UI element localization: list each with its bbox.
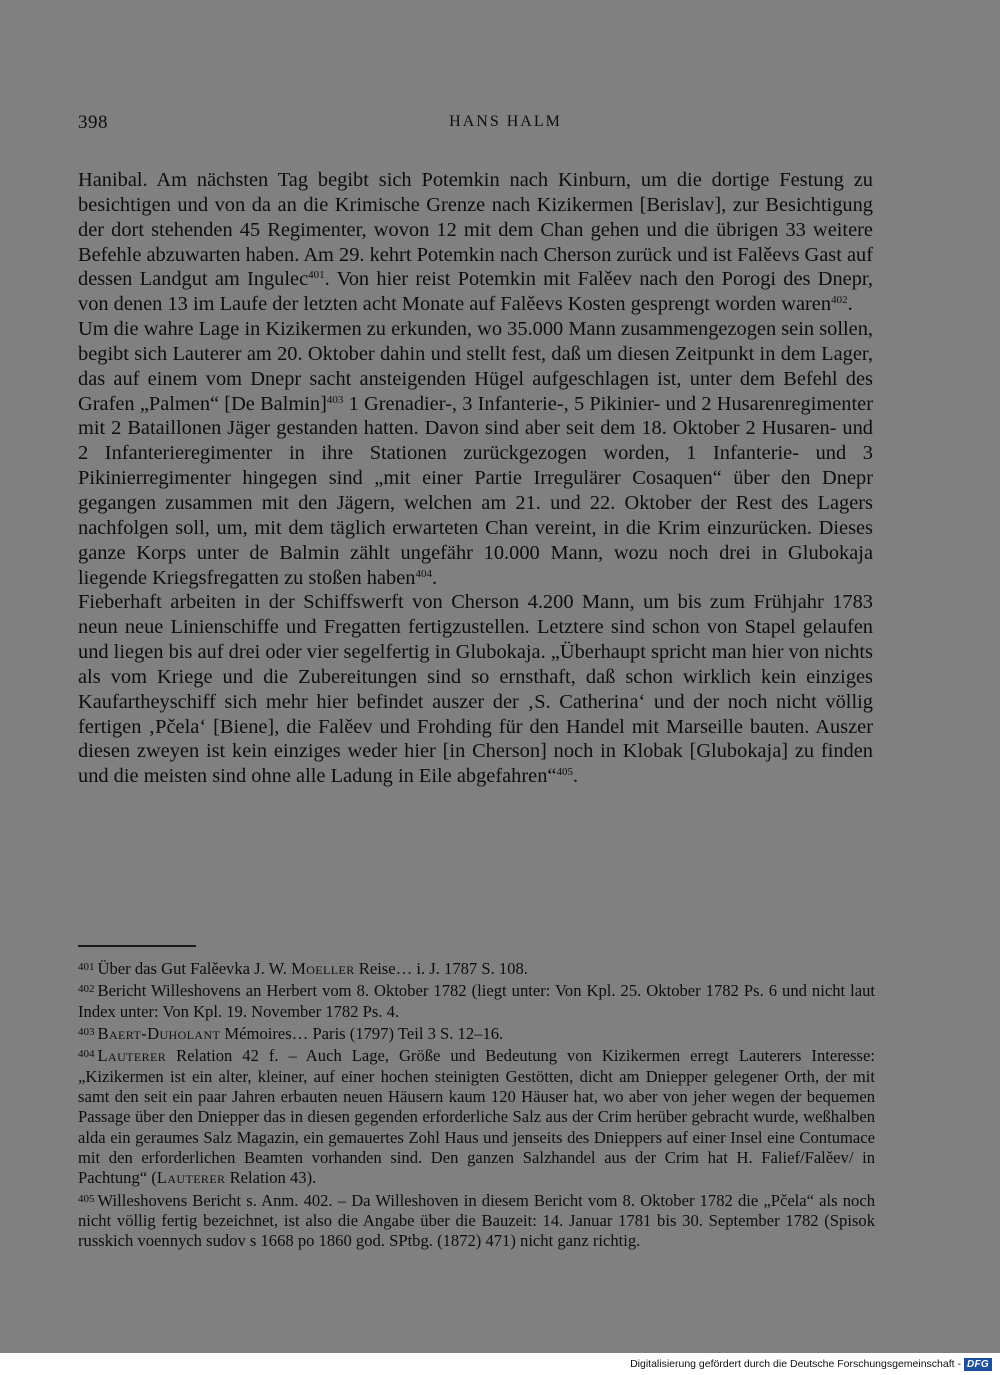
credit-text: Digitalisierung gefördert durch die Deutsche Forschungsgemeinschaft - (630, 1358, 961, 1370)
page-header (78, 112, 873, 138)
footnote-number: 402 (78, 983, 95, 996)
footnote-ref-403: 403 (326, 393, 344, 406)
footnote-text: Bericht Willeshovens an Herbert vom 8. Oktober 1782 (liegt unter: Von Kpl. 25. Oktober 1782 Ps. 6 und nicht laut Index unter: Von Kpl. 19. November 1782 Ps. 4. (78, 981, 875, 1021)
footnote-text: Mémoires… Paris (1797) Teil 3 S. 12–16. (220, 1024, 504, 1044)
paragraph-1 (78, 168, 873, 317)
paragraph-2-text-c: . (431, 566, 438, 589)
paragraph-1-text-c: . (847, 293, 853, 316)
paragraph-2 (78, 317, 873, 590)
footnote-number: 404 (78, 1048, 95, 1061)
footnotes (78, 957, 875, 1252)
author-name: Moeller (291, 959, 355, 978)
dfg-logo: DFG (964, 1358, 992, 1371)
footnote-ref-402: 402 (831, 294, 848, 307)
paragraph-2-text: Um die wahre Lage in Kizikermen zu erkunden, wo 35.000 Mann zusammengezogen sein sollen, begibt sich Lauterer am 20. Oktober dahin und stellt fest, daß um diesen Zeitpunkt in dem Lager, das auf einem vom Dnepr sacht ansteigenden Hügel aufgeschlagen ist, unter dem Befehl des Grafen „Palmen“ [De Balmin] (78, 318, 873, 415)
paragraph-1-text-b: . Von hier reist Potemkin mit Falěev nach den Porogi des Dnepr, von denen 13 im Laufe der letzten acht Monate auf Falěevs Kosten gesprengt worden waren (78, 268, 873, 316)
footnote-number: 405 (78, 1192, 95, 1205)
footnote-405 (78, 1189, 875, 1252)
author-name: Baert-Duholant (97, 1024, 221, 1044)
paragraph-2-text-b: 1 Grenadier-, 3 Infanterie-, 5 Pikinier- und 2 Husarenregimenter mit 2 Bataillonen Jäger gestanden hatten. Davon sind aber seit dem 18. Oktober 2 Husaren- und 2 Infanterieregimenter in ihre Stationen zurückgezogen worden, 1 Infanterie- und 3 Pikinierregimenter hingegen sind „mit einer Partie Irregulärer Cosaquen“ über den Dnepr gegangen zusammen mit den Jägern, welchen am 21. und 22. Oktober der Rest des Lagers nachfolgen soll, um, mit dem täglich erwarteten Chan vereint, in die Krim einzurücken. Dieses ganze Korps unter de Balmin zählt ungefähr 10.000 Mann, wozu noch drei in Glubokaja liegende Kriegsfregatten zu stoßen haben (78, 392, 873, 589)
author-name: Lauterer (97, 1046, 167, 1066)
footnote-401 (78, 957, 875, 979)
footnote-text: Reise… i. J. 1787 S. 108. (354, 959, 528, 978)
footnote-separator (78, 945, 196, 947)
author-name: Lauterer (156, 1168, 226, 1188)
footnote-ref-405: 405 (556, 766, 573, 779)
paragraph-3-text: Fieberhaft arbeiten in der Schiffswerft von Cherson 4.200 Mann, um bis zum Frühjahr 1783 neun neue Linienschiffe und Fregatten fertigzustellen. Letztere sind schon von Stapel gelaufen und liegen bis auf drei oder vier segelfertig in Glubokaja. „Überhaupt spricht man hier von nichts als vom Kriege und die Zubereitungen sind so ernsthaft, daß schon wirklich kein einziges Kaufartheyschiff sich mehr hier befindet auszer der ‚S. Catherina‘ und der noch nicht völlig fertigen ‚Pčela‘ [Biene], die Falěev und Frohding für den Handel mit Marseille bauten. Auszer diesen zweyen ist kein einziges weder hier [in Cherson] noch in Klobak [Glubokaja] zu finden und die meisten sind ohne alle Ladung in Eile abgefahren“ (78, 591, 873, 788)
paragraph-3 (78, 590, 873, 789)
footnote-text: Willeshovens Bericht s. Anm. 402. – Da Willeshoven in diesem Bericht vom 8. Oktober 1782 die „Pčela“ als noch nicht völlig fertig bezeichnet, ist also die Angabe über die Bauzeit: 14. Januar 1781 bis 30. September 1782 (Spisok russkich voennych sudov s 1668 po 1860 god. SPtbg. (1872) 471) nicht ganz richtig. (78, 1190, 875, 1251)
main-text (78, 168, 873, 789)
footnote-402 (78, 979, 875, 1022)
footnote-text: Über das Gut Falěevka J. W. (97, 959, 292, 978)
footnote-text: Relation 42 f. – Auch Lage, Größe und Bedeutung von Kizikermen erregt Lauterers Interesse: „Kizikermen ist ein alter, kleiner, auf einer hochen steinigten Gestötten, dicht am Dniepper gelegener Orth, der mit samt den seit ein paar Jahren erbauten neuen Häusern kaum 120 Häuser hat, wo aber von jeher wegen der bequemen Passage über den Dniepper das in diesen gegenden erforderliche Salz aus der Crim herüber gebracht wurde, weßhalben alda ein geraumes Salz Magazin, ein gemauertes Zohl Haus und jenseits des Dnieppers auf einer Insel eine Contumace mit den erforderlichen Beamten vorhanden sind. Den ganzen Salzhandel aus der Crim hat H. Falief/Falěev/ in Pachtung“ ( (78, 1046, 875, 1188)
paragraph-1-text: Hanibal. Am nächsten Tag begibt sich Potemkin nach Kinburn, um die dortige Festung zu besichtigen und von da an die Krimische Grenze nach Kizikermen [Berislav], zur Besichtigung der dort stehenden 45 Regimenter, wovon 12 mit dem Chan gehen und die übrigen 33 weitere Befehle abzuwarten haben. Am 29. kehrt Potemkin nach Cherson zurück und ist Falěevs Gast auf dessen Landgut am Ingulec (78, 169, 874, 291)
page-number: 398 (78, 112, 108, 133)
footnote-text: Relation 43). (225, 1168, 317, 1188)
footnote-ref-404: 404 (415, 567, 432, 580)
footnote-404 (78, 1044, 875, 1188)
footnote-number: 401 (78, 961, 95, 973)
footnote-ref-401: 401 (308, 269, 325, 282)
digitization-credit (630, 1355, 992, 1373)
paragraph-3-text-b: . (572, 765, 579, 788)
footnote-number: 403 (78, 1026, 95, 1039)
running-head: HANS HALM (449, 113, 562, 130)
footnote-403 (78, 1022, 875, 1044)
